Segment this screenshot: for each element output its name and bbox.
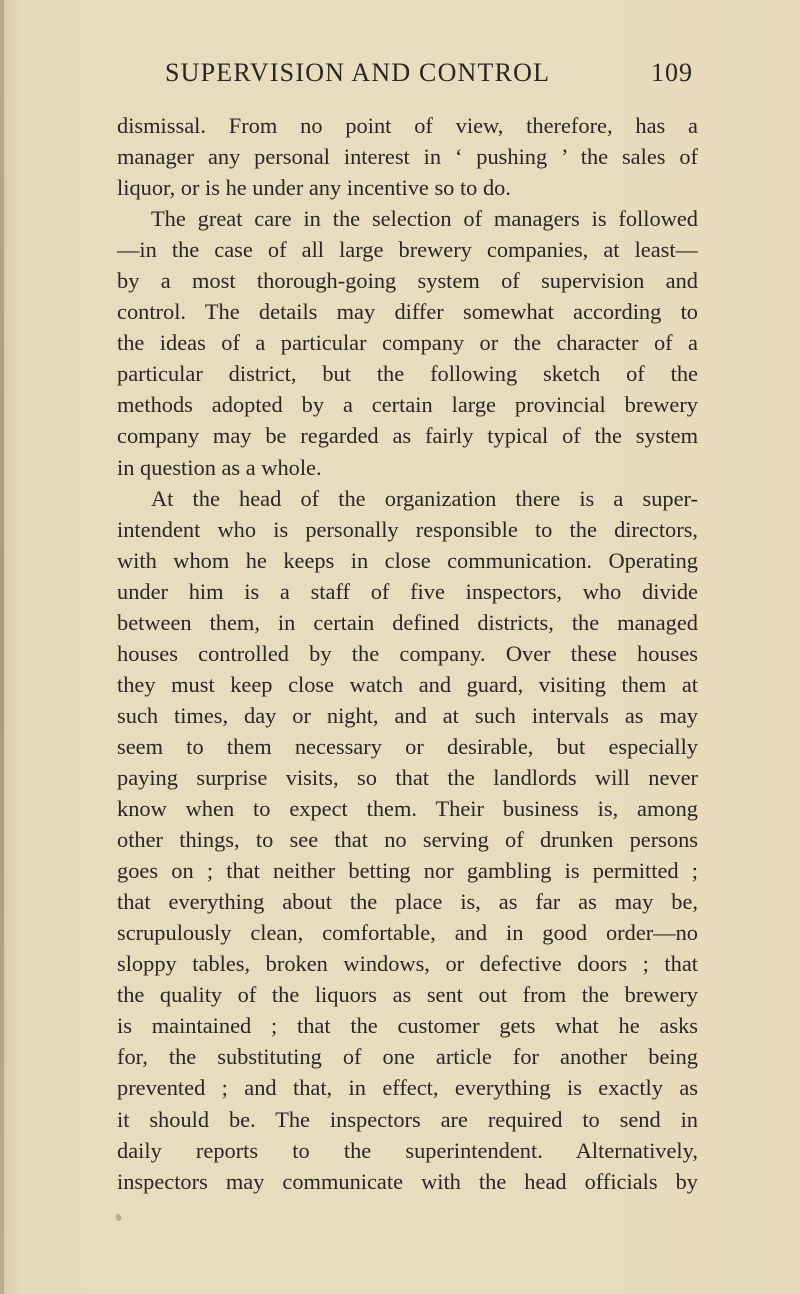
text-line: daily reports to the superintendent. Alternatively, xyxy=(117,1137,698,1163)
text-line: the quality of the liquors as sent out from the brewery xyxy=(117,982,698,1008)
text-line: At the head of the organization there is a super- xyxy=(151,485,698,511)
text-line: dismissal. From no point of view, therefore, has a xyxy=(117,113,698,138)
text-line: between them, in certain defined districts, the managed xyxy=(117,609,698,635)
text-line: for, the substituting of one article for another being xyxy=(117,1044,698,1070)
text-line: —in the case of all large brewery companies, at least— xyxy=(117,237,698,263)
text-line: goes on ; that neither betting nor gambling is permitted ; xyxy=(117,858,698,884)
text-line: inspectors may communicate with the head officials by xyxy=(117,1168,698,1194)
text-line: under him is a staff of five inspectors, who divide xyxy=(117,578,698,604)
paper-speck xyxy=(115,1213,122,1221)
page-gutter xyxy=(0,0,4,1294)
text-line: liquor, or is he under any incentive so to do. xyxy=(117,175,511,201)
text-line: with whom he keeps in close communication. Operating xyxy=(117,547,698,573)
text-line: in question as a whole. xyxy=(117,454,322,480)
text-line: particular district, but the following sketch of the xyxy=(117,361,698,387)
text-line: prevented ; and that, in effect, everything is exactly as xyxy=(117,1075,698,1101)
text-line: by a most thorough-going system of supervision and xyxy=(117,268,698,294)
text-line: they must keep close watch and guard, visiting them at xyxy=(117,671,698,697)
page-number: 109 xyxy=(651,58,693,87)
text-line: sloppy tables, broken windows, or defective doors ; that xyxy=(117,951,698,977)
text-line: other things, to see that no serving of drunken persons xyxy=(117,827,698,853)
text-line: manager any personal interest in ‘ pushing ’ the sales of xyxy=(117,144,698,170)
text-line: paying surprise visits, so that the landlords will never xyxy=(117,764,698,790)
text-line: the ideas of a particular company or the character of a xyxy=(117,330,698,356)
text-line: that everything about the place is, as far as may be, xyxy=(117,889,698,915)
text-line: is maintained ; that the customer gets what he asks xyxy=(117,1013,698,1039)
text-line: methods adopted by a certain large provincial brewery xyxy=(117,392,698,418)
text-line: seem to them necessary or desirable, but especially xyxy=(117,733,698,759)
text-line: such times, day or night, and at such intervals as may xyxy=(117,702,698,728)
text-line: company may be regarded as fairly typical of the system xyxy=(117,423,698,449)
text-line: scrupulously clean, comfortable, and in good order—no xyxy=(117,920,698,946)
running-head: SUPERVISION AND CONTROL xyxy=(165,58,551,87)
text-line: control. The details may differ somewhat according to xyxy=(117,299,698,325)
text-line: intendent who is personally responsible to the directors, xyxy=(117,516,698,542)
text-line: know when to expect them. Their business is, among xyxy=(117,796,698,822)
text-line: The great care in the selection of managers is followed xyxy=(151,206,698,232)
body-text xyxy=(117,110,698,1197)
text-line: it should be. The inspectors are required to send in xyxy=(117,1106,698,1132)
text-line: houses controlled by the company. Over these houses xyxy=(117,640,698,666)
